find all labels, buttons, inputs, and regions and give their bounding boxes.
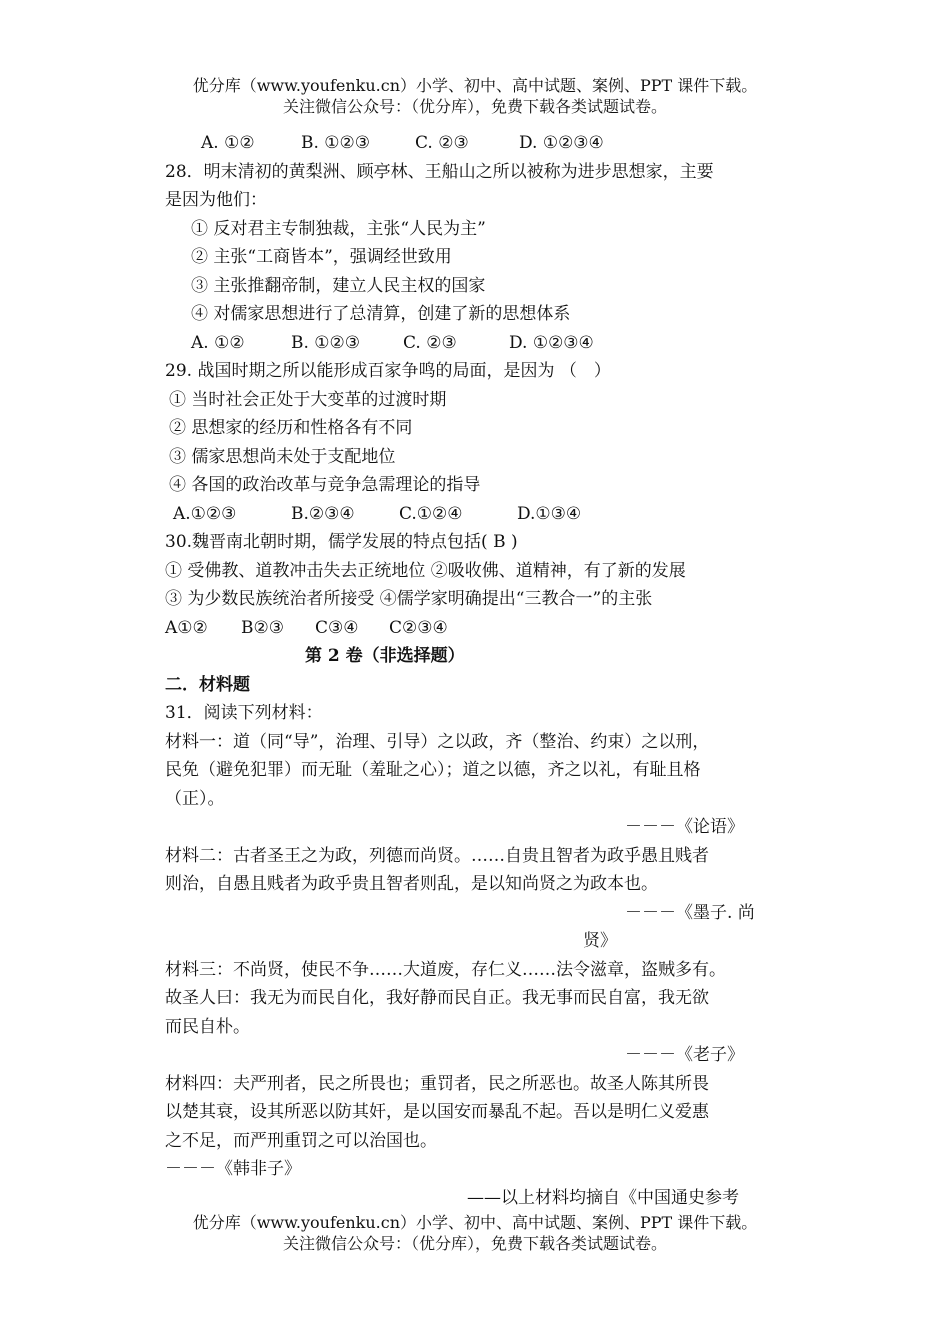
material-4-line-2: 以楚其衰，设其所恶以防其奸，是以国安而暴乱不起。吾以是明仁义爱惠 — [165, 1102, 709, 1122]
volume-2-title: 第 2 卷（非选择题） — [305, 646, 465, 666]
q30-options — [165, 614, 790, 643]
q27-option-d: D. ①②③④ — [519, 133, 604, 153]
q29-item-4: ④ 各国的政治改革与竞争急需理论的指导 — [169, 475, 481, 495]
q29-option-a: A.①②③ — [173, 503, 237, 524]
q30-option-c: C③④ — [315, 617, 359, 638]
material-2-source-b: 贤》 — [583, 931, 617, 951]
material-1-source: －－－《论语》 — [625, 817, 744, 837]
q28-item-3: ③ 主张推翻帝制，建立人民主权的国家 — [191, 275, 486, 296]
q29-option-d: D.①③④ — [517, 503, 582, 524]
q28-item-2: ② 主张“工商皆本”，强调经世致用 — [191, 247, 452, 267]
q29-item-3: ③ 儒家思想尚未处于支配地位 — [169, 446, 396, 467]
material-3-line-2: 故圣人曰：我无为而民自化，我好静而民自正。我无事而民自富，我无欲 — [165, 988, 709, 1008]
q30-line-1: ① 受佛教、道教冲击失去正统地位 ②吸收佛、道精神，有了新的发展 — [165, 560, 686, 581]
q28-option-d: D. ①②③④ — [509, 332, 594, 353]
q30-option-b: B②③ — [241, 617, 284, 638]
q28-option-a: A. ①② — [191, 332, 245, 353]
q30-option-a: A①② — [165, 617, 208, 638]
header-line-2: 关注微信公众号：（优分库），免费下载各类试题试卷。 — [282, 97, 667, 116]
q27-option-c: C. ②③ — [415, 133, 469, 153]
q27-option-a: A. ①② — [201, 133, 255, 153]
material-3-line-3: 而民自朴。 — [165, 1016, 250, 1037]
q29-stem: 29. 战国时期之所以能形成百家争鸣的局面，是因为 （ ） — [165, 361, 611, 381]
q27-options — [165, 129, 790, 158]
material-1-line-1: 材料一：道（同“导”，治理、引导）之以政，齐（整治、约束）之以刑， — [165, 731, 710, 752]
q28-stem-line-1: 28．明末清初的黄梨洲、顾亭林、王船山之所以被称为进步思想家，主要 — [165, 161, 714, 182]
q31-stem: 31．阅读下列材料： — [165, 703, 323, 723]
q30-option-d: C②③④ — [389, 617, 448, 638]
header-line-1: 优分库（www.youfenku.cn）小学、初中、高中试题、案例、PPT 课件下载。 — [192, 76, 758, 95]
page-header — [0, 75, 950, 117]
material-1-line-3: （正）。 — [165, 788, 225, 809]
q28-item-4: ④ 对儒家思想进行了总清算，创建了新的思想体系 — [191, 304, 571, 324]
material-4-source: －－－《韩非子》 — [165, 1159, 301, 1179]
material-3-source: －－－《老子》 — [625, 1045, 744, 1065]
materials-source-note: ——以上材料均摘自《中国通史参考 — [467, 1187, 739, 1208]
material-1-line-2: 民免（避免犯罪）而无耻（羞耻之心）；道之以德，齐之以礼，有耻且格 — [165, 760, 701, 780]
material-2-line-1: 材料二：古者圣王之为政，列德而尚贤。……自贵且智者为政乎愚且贱者 — [165, 845, 709, 866]
q29-option-c: C.①②④ — [399, 503, 463, 524]
q27-option-b: B. ①②③ — [301, 133, 371, 153]
q30-line-2: ③ 为少数民族统治者所接受 ④儒学家明确提出“三教合一”的主张 — [165, 589, 653, 609]
page-footer — [0, 1212, 950, 1254]
q28-option-b: B. ①②③ — [291, 332, 361, 353]
material-4-line-3: 之不足，而严刑重罚之可以治国也。 — [165, 1130, 437, 1151]
section-2-title: 二．材料题 — [165, 674, 250, 695]
q29-item-1: ① 当时社会正处于大变革的过渡时期 — [169, 389, 447, 410]
q28-option-c: C. ②③ — [403, 332, 457, 353]
footer-line-2: 关注微信公众号：（优分库），免费下载各类试题试卷。 — [282, 1234, 667, 1253]
q28-options — [165, 329, 790, 358]
footer-line-1: 优分库（www.youfenku.cn）小学、初中、高中试题、案例、PPT 课件下载。 — [192, 1213, 758, 1232]
q29-options — [165, 500, 790, 529]
material-4-line-1: 材料四：夫严刑者，民之所畏也；重罚者，民之所恶也。故圣人陈其所畏 — [165, 1073, 709, 1094]
q29-option-b: B.②③④ — [291, 503, 355, 524]
material-3-line-1: 材料三：不尚贤，使民不争……大道废，存仁义……法令滋章，盗贼多有。 — [165, 959, 726, 980]
q30-stem: 30.魏晋南北朝时期，儒学发展的特点包括( B ) — [165, 532, 518, 552]
material-2-line-2: 则治，自愚且贱者为政乎贵且智者则乱，是以知尚贤之为政本也。 — [165, 874, 658, 894]
q28-item-1: ① 反对君主专制独裁，主张“人民为主” — [191, 218, 486, 239]
document-body — [165, 129, 790, 1212]
q29-item-2: ② 思想家的经历和性格各有不同 — [169, 418, 413, 438]
q28-stem-line-2: 是因为他们： — [165, 190, 267, 210]
material-2-source-a: －－－《墨子. 尚 — [625, 902, 755, 923]
